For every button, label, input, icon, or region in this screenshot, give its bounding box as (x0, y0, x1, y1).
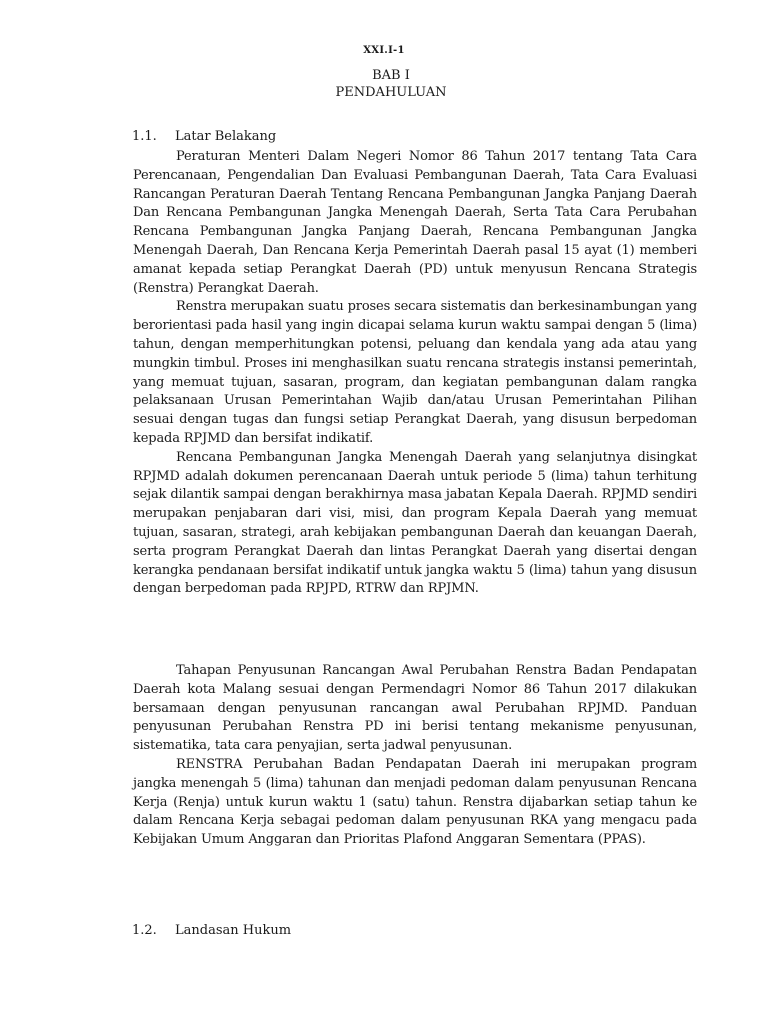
section-heading-1-2 (132, 922, 291, 939)
section-body-b (133, 662, 697, 850)
paragraph: Peraturan Menteri Dalam Negeri Nomor 86 Tahun 2017 tentang Tata Cara Perencanaan, Pengendalian Dan Evaluasi Pembangunan Daerah, Tata Cara Evaluasi Rancangan Peraturan Daerah Tentang Rencana Pembangunan Jangka Panjang Daerah Dan Rencana Pembangunan Jangka Menengah Daerah, Serta Tata Cara Perubahan Rencana Pembangunan Jangka Panjang Daerah, Rencana Pembangunan Jangka Menengah Daerah, Dan Rencana Kerja Pemerintah Daerah pasal 15 ayat (1) memberi amanat kepada setiap Perangkat Daerah (PD) untuk menyusun Rencana Strategis (Renstra) Perangkat Daerah. (133, 149, 697, 296)
section-heading-1-1 (132, 128, 276, 145)
chapter-title: PENDAHULUAN (335, 85, 447, 100)
chapter-heading (0, 67, 768, 101)
page-number: XXI.I-1 (363, 45, 405, 56)
section-title: Landasan Hukum (175, 923, 292, 938)
section-body-a (133, 148, 697, 599)
paragraph: Renstra merupakan suatu proses secara sistematis dan berkesinambungan yang berorientasi pada hasil yang ingin dicapai selama kurun waktu sampai dengan 5 (lima) tahun, dengan memperhitungkan potensi, peluang dan kendala yang ada atau yang mungkin timbul. Proses ini menghasilkan suatu rencana strategis instansi pemerintah, yang memuat tujuan, sasaran, program, dan kegiatan pembangunan dalam rangka pelaksanaan Urusan Pemerintahan Wajib dan/atau Urusan Pemerintahan Pilihan sesuai dengan tugas dan fungsi setiap Perangkat Daerah, yang disusun berpedoman kepada RPJMD dan bersifat indikatif. (133, 299, 697, 446)
section-number: 1.1. (132, 129, 157, 144)
chapter-label: BAB I (372, 68, 410, 83)
section-title: Latar Belakang (175, 129, 277, 144)
paragraph: Rencana Pembangunan Jangka Menengah Daerah yang selanjutnya disingkat RPJMD adalah dokumen perencanaan Daerah untuk periode 5 (lima) tahun terhitung sejak dilantik sampai dengan berakhirnya masa jabatan Kepala Daerah. RPJMD sendiri merupakan penjabaran dari visi, misi, dan program Kepala Daerah yang memuat tujuan, sasaran, strategi, arah kebijakan pembangunan Daerah dan keuangan Daerah, serta program Perangkat Daerah dan lintas Perangkat Daerah yang disertai dengan kerangka pendanaan bersifat indikatif untuk jangka waktu 5 (lima) tahun yang disusun dengan berpedoman pada RPJPD, RTRW dan RPJMN. (133, 449, 697, 597)
paragraph: Tahapan Penyusunan Rancangan Awal Perubahan Renstra Badan Pendapatan Daerah kota Malang sesuai dengan Permendagri Nomor 86 Tahun 2017 dilakukan bersamaan dengan penyusunan rancangan awal Perubahan RPJMD. Panduan penyusunan Perubahan Renstra PD ini berisi tentang mekanisme penyusunan, sistematika, tata cara penyajian, serta jadwal penyusunan. (133, 663, 697, 754)
section-number: 1.2. (132, 923, 157, 938)
paragraph: RENSTRA Perubahan Badan Pendapatan Daerah ini merupakan program jangka menengah 5 (lima) tahunan dan menjadi pedoman dalam penyusunan Rencana Kerja (Renja) untuk kurun waktu 1 (satu) tahun. Renstra dijabarkan setiap tahun ke dalam Rencana Kerja sebagai pedoman dalam penyusunan RKA yang mengacu pada Kebijakan Umum Anggaran dan Prioritas Plafond Anggaran Sementara (PPAS). (133, 756, 697, 848)
